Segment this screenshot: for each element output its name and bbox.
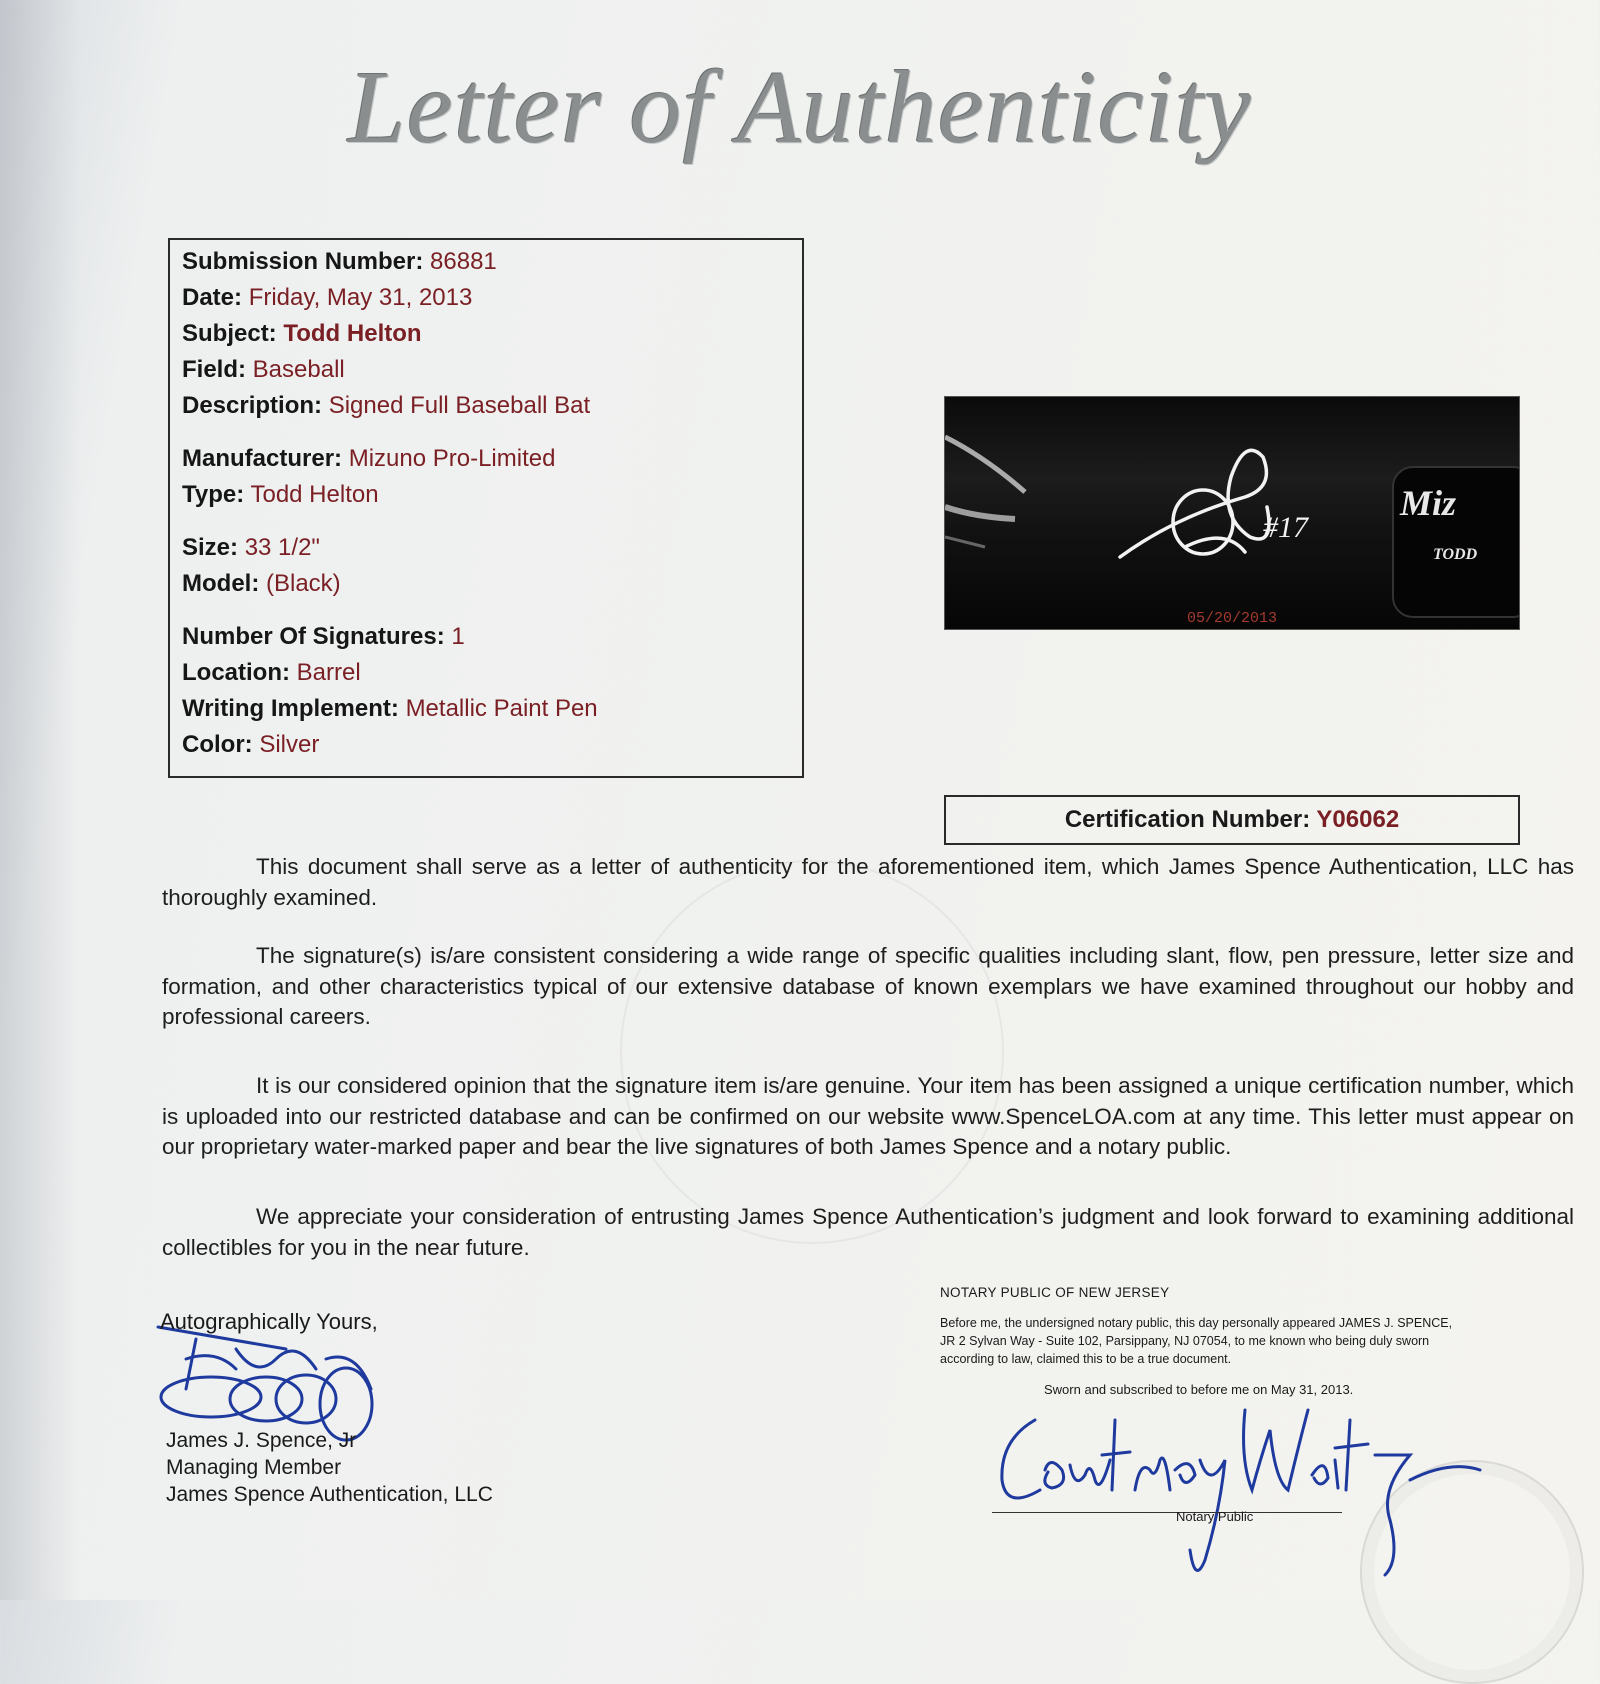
detail-value: Metallic Paint Pen <box>405 695 598 722</box>
detail-label: Model: <box>182 570 260 597</box>
bat-brand-logo: Miz <box>1400 483 1457 523</box>
signer-role: Managing Member <box>166 1456 342 1479</box>
detail-label: Color: <box>182 731 253 758</box>
detail-value: 1 <box>451 623 465 650</box>
detail-row-date <box>182 280 802 316</box>
detail-value: Mizuno Pro-Limited <box>348 445 556 472</box>
closing-text: Autographically Yours, <box>160 1309 378 1334</box>
detail-value: 33 1/2" <box>244 534 320 561</box>
detail-row-description <box>182 388 802 424</box>
detail-row-location <box>182 655 802 691</box>
notary-signature-line <box>992 1512 1342 1513</box>
notary-sworn-date: Sworn and subscribed to before me on May 31, 2013. <box>1044 1382 1354 1397</box>
detail-row-submission-number <box>182 244 802 280</box>
detail-label: Date: <box>182 284 243 311</box>
bat-model-text: TODD <box>1433 546 1478 563</box>
paper-watermark <box>620 860 1004 1244</box>
detail-value: Barrel <box>296 659 361 686</box>
notary-statement: Before me, the undersigned notary public, this day personally appeared JAMES J. SPENCE, JR 2 Sylvan Way - Suite 102, Parsippany, NJ 07054, to me known who being duly sworn according to law, claimed this to be a true document. <box>940 1316 1453 1366</box>
detail-row-size <box>182 530 802 566</box>
signer-company: James Spence Authentication, LLC <box>166 1483 493 1506</box>
paragraph-2: The signature(s) is/are consistent considering a wide range of specific qualities including slant, flow, pen pressure, letter size and formation, and other characteristics typical of our extensive database of known exemplars we have examined throughout our hobby and professional careers. <box>162 943 1574 1029</box>
detail-row-color <box>182 727 802 763</box>
detail-row-subject <box>182 316 802 352</box>
detail-value: Todd Helton <box>250 481 379 508</box>
detail-value: Friday, May 31, 2013 <box>248 284 473 311</box>
detail-label: Size: <box>182 534 239 561</box>
detail-label: Field: <box>182 356 246 383</box>
signature-number: #17 <box>1263 511 1308 544</box>
paragraph-4: We appreciate your consideration of entrusting James Spence Authentication’s judgment and look forward to examining additional collectibles for you in the near future. <box>162 1204 1574 1260</box>
detail-label: Writing Implement: <box>182 695 399 722</box>
detail-value: Baseball <box>252 356 345 383</box>
item-details-box <box>168 238 804 778</box>
item-photo <box>944 396 1520 630</box>
detail-label: Submission Number: <box>182 248 424 275</box>
detail-label: Manufacturer: <box>182 445 343 472</box>
notary-heading: NOTARY PUBLIC OF NEW JERSEY <box>940 1285 1170 1300</box>
signature-scrawl <box>1120 450 1269 557</box>
detail-value: Silver <box>259 731 320 758</box>
detail-row-manufacturer <box>182 441 802 477</box>
certification-label: Certification Number: <box>1064 806 1311 833</box>
notary-label: Notary Public <box>1176 1509 1254 1524</box>
detail-value: (Black) <box>266 570 341 597</box>
paragraph-3: It is our considered opinion that the signature item is/are genuine. Your item has been assigned a unique certification number, which is uploaded into our restricted database and can be confirmed on our website www.SpenceLOA.com at any time. This letter must appear on our proprietary water-marked paper and bear the live signatures of both James Spence and a notary public. <box>162 1073 1574 1159</box>
notary-block <box>940 1285 1460 1397</box>
paragraph-1: This document shall serve as a letter of authenticity for the aforementioned item, which James Spence Authentication, LLC has thoroughly examined. <box>162 854 1574 910</box>
photo-date-stamp: 05/20/2013 <box>1186 610 1277 627</box>
detail-value: 86881 <box>430 248 497 275</box>
bat-photo-graphic <box>945 397 1519 629</box>
signer-name: James J. Spence, Jr <box>166 1429 357 1452</box>
detail-row-field <box>182 352 802 388</box>
page-title: Letter of Authenticity <box>348 50 1252 165</box>
detail-label: Location: <box>182 659 290 686</box>
notary-signature <box>990 1400 1510 1600</box>
certification-box <box>944 795 1520 845</box>
detail-value: Todd Helton <box>283 320 422 347</box>
detail-value: Signed Full Baseball Bat <box>328 392 591 419</box>
detail-label: Type: <box>182 481 245 508</box>
detail-row-type <box>182 477 802 513</box>
detail-label: Subject: <box>182 320 277 347</box>
page-edge-shadow <box>0 0 80 1600</box>
detail-label: Number Of Signatures: <box>182 623 445 650</box>
detail-row-model <box>182 566 802 602</box>
detail-row-writing-implement <box>182 691 802 727</box>
detail-label: Description: <box>182 392 323 419</box>
detail-row-number-of-signatures <box>182 619 802 655</box>
certification-number: Y06062 <box>1316 806 1400 833</box>
